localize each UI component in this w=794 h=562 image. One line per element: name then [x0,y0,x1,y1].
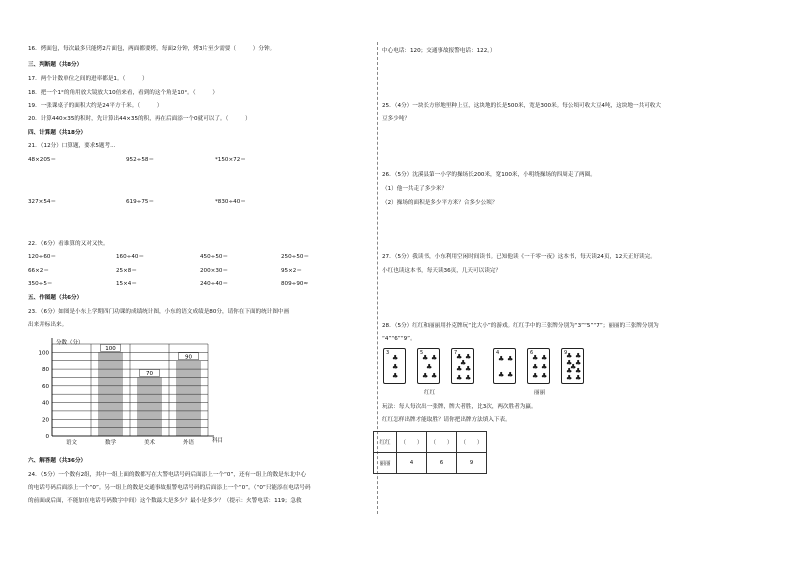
question-19: 19．一张课桌子的面积大约是24平方千米。（ ） [28,103,163,109]
club-icon: ♣ [532,372,539,380]
y-tick-label: 80 [42,367,49,374]
x-tick-label: 美术 [143,440,156,446]
club-icon: ♣ [460,359,467,367]
table-cell: 4 [397,453,427,474]
question-24-continued: 中心电话：120；交通事故报警电话：122。） [382,48,496,54]
club-icon: ♣ [507,355,514,363]
oral-calc-item: 809÷90≈ [281,281,309,287]
club-icon: ♣ [566,352,573,360]
club-icon: ♣ [541,354,548,362]
club-icon: ♣ [566,359,573,367]
club-icon: ♣ [575,367,582,375]
club-icon: ♣ [575,352,582,360]
club-icon: ♣ [566,374,573,382]
question-28-line2: “4”“6”“9”。 [382,336,416,342]
calc-item: 619÷75＝ [126,199,155,205]
club-icon: ♣ [498,371,505,379]
section-solutions-title: 六、解答题（共36分） [28,458,87,464]
question-22: 22．（6分）看谁算的又对又快。 [28,241,109,247]
row-header: 红红 [374,432,397,453]
x-tick-label: 语文 [65,440,78,446]
question-23-line2: 出来并标出来。 [28,322,68,328]
question-27-line2: 小红也读这本书，每天读36页，几天可以读完？ [382,268,501,274]
question-24-line1: 24．（5分）一个数有2组，其中一组上面的数都写在大警电话号码后面添上一个“0”，还有一组上的数是东北中心 [28,472,307,478]
oral-calc-item: 250÷50＝ [281,254,310,260]
hong-cards-label: 红红 [424,390,436,396]
question-17: 17．两个计数单位之间的进率都是1。（ ） [28,76,148,82]
row-header: 丽丽 [374,453,397,474]
club-icon: ♣ [422,354,429,362]
question-25-line2: 豆多少吨？ [382,116,410,122]
playing-card-li-3: 9 ♣ ♣ ♣ ♣ ♣ ♣ ♣ ♣ ♣ [561,348,584,384]
calc-item: 327×54＝ [28,199,57,205]
oral-calc-item: 25×8＝ [116,268,137,274]
table-row [374,453,487,474]
y-tick-label: 100 [38,350,49,357]
oral-calc-item: 120÷60＝ [28,254,57,260]
club-icon: ♣ [541,372,548,380]
question-24-line3: 的前面或后面，不能加在电话号码数字中间）这个数最大是多少？最小是多少？（提示：火警电话：119；急救 [28,498,302,504]
club-icon: ♣ [541,363,548,371]
club-icon: ♣ [507,371,514,379]
data-label: 100 [105,346,116,353]
question-26-sub1: （1）他一共走了多少米？ [382,186,448,192]
playing-card-hong-2: 5 ♣ ♣ ♣ ♣ ♣ [417,348,440,384]
club-icon: ♣ [566,367,573,375]
question-25-line1: 25．（4分）一块长方形地里种上豆，这块地的长是500米，宽是300米。每公顷可收大豆4吨，这块地一共可收大 [382,103,661,109]
y-tick-label: 20 [42,417,49,424]
club-icon: ♣ [498,355,505,363]
answer-cell[interactable]: （ ） [397,432,427,453]
score-bar-chart [30,336,240,456]
playing-card-li-1: 4 ♣ ♣ ♣ ♣ [493,348,516,384]
calc-item: 952÷58＝ [126,157,155,163]
oral-calc-item: 450÷50＝ [200,254,229,260]
question-20: 20．计算440×35的积时，先计算出44×35的积，再在后面添一个0就可以了。（ ） [28,116,251,122]
oral-calc-item: 240÷40＝ [200,281,229,287]
club-icon: ♣ [532,363,539,371]
question-28-line1: 28．（5分）红红和丽丽用扑克牌玩“比大小”的游戏。红红手中的三张牌分别为“3”“5”“7”；丽丽的三张牌分别为 [382,323,659,329]
playing-card-hong-1: 3 ♣ ♣ ♣ [383,348,406,384]
club-icon: ♣ [422,372,429,380]
club-icon: ♣ [465,374,472,382]
club-icon: ♣ [431,372,438,380]
section-drawing-title: 五、作图题（共6分） [28,295,83,301]
playing-card-li-2: 6 ♣ ♣ ♣ ♣ ♣ ♣ [527,348,550,384]
oral-calc-item: 160÷40＝ [116,254,145,260]
club-icon: ♣ [392,354,399,362]
question-24-line2: 的电话号码后面添上一个“0”。另一组上的数是交通事故报警电话号码的后面添上一个“0”。（“0”只能添在电话号码 [28,485,311,491]
question-26-line1: 26．（5分）沈溪县第一小学的操场长200米，宽100米，小明绕操场的四周走了两圈。 [382,172,596,178]
club-icon: ♣ [575,374,582,382]
answer-cell[interactable]: （ ） [457,432,487,453]
club-icon: ♣ [456,365,463,373]
question-16: 16．烤面包，每次最多只能烤2片面包，两面都要烤，每面2分钟，烤3片至少需要（ ）分钟。 [28,46,276,52]
y-tick-label: 60 [42,383,49,390]
y-axis-title: 分数（分） [56,340,84,346]
li-cards-label: 丽丽 [534,390,546,396]
oral-calc-item: 15×4＝ [116,281,137,287]
club-icon: ♣ [392,363,399,371]
club-icon: ♣ [570,363,577,371]
playing-card-hong-3: 7 ♣ ♣ ♣ ♣ ♣ ♣ ♣ [451,348,474,384]
club-icon: ♣ [431,354,438,362]
question-28-line3: 红红怎样出牌才能取胜？请你把出牌方法填入下表。 [382,417,511,423]
club-icon: ♣ [532,354,539,362]
club-icon: ♣ [456,374,463,382]
club-icon: ♣ [575,359,582,367]
calc-item: *830÷40＝ [215,199,246,205]
question-26-sub2: （2）操场的面积是多少平方米？合多少公顷？ [382,200,498,206]
data-label: 90 [185,354,192,361]
question-21: 21．（12分）口算题，要求5题考... [28,143,116,149]
oral-calc-item: 350÷5＝ [28,281,53,287]
table-row [374,432,487,453]
oral-calc-item: 200×30＝ [200,268,229,274]
x-axis-title: 科目 [212,438,224,444]
game-rules: 玩法：每人每次出一张牌，牌大者胜，比3次，两次胜者为赢。 [382,404,537,410]
calc-item: 48×205＝ [28,157,57,163]
chart-bar [137,377,162,436]
club-icon: ♣ [465,353,472,361]
section-calculation-title: 四、计算题（共18分） [28,130,87,136]
table-cell: 9 [457,453,487,474]
chart-bar [176,361,201,436]
y-tick-label: 0 [45,434,49,440]
oral-calc-item: 95×2＝ [281,268,302,274]
answer-cell[interactable]: （ ） [427,432,457,453]
card-order-table [373,431,487,474]
table-cell: 6 [427,453,457,474]
oral-calc-item: 66×2＝ [28,268,49,274]
x-tick-label: 外语 [182,440,195,446]
section-judgement-title: 三、判断题（共8分） [28,62,83,68]
question-18: 18．把一个1°的角用放大镜放大10倍来看，看到的这个角是10°。（ ） [28,90,218,96]
calc-item: *150×72＝ [215,157,246,163]
question-27-line1: 27．（5分）我读书，小东利用空闲时间读书。已知他读《一千零一夜》这本书，每天读24页，12天正好读完。 [382,254,656,260]
x-tick-label: 数学 [104,440,117,446]
club-icon: ♣ [465,365,472,373]
data-label: 70 [146,371,153,378]
club-icon: ♣ [426,363,433,371]
y-tick-label: 40 [42,400,49,407]
club-icon: ♣ [392,372,399,380]
question-23-line1: 23．（6分）如图是小东上学期四门功课的成绩统计图，小东的语文成绩是80分，请你在下面的统计图中画 [28,309,290,315]
club-icon: ♣ [456,353,463,361]
